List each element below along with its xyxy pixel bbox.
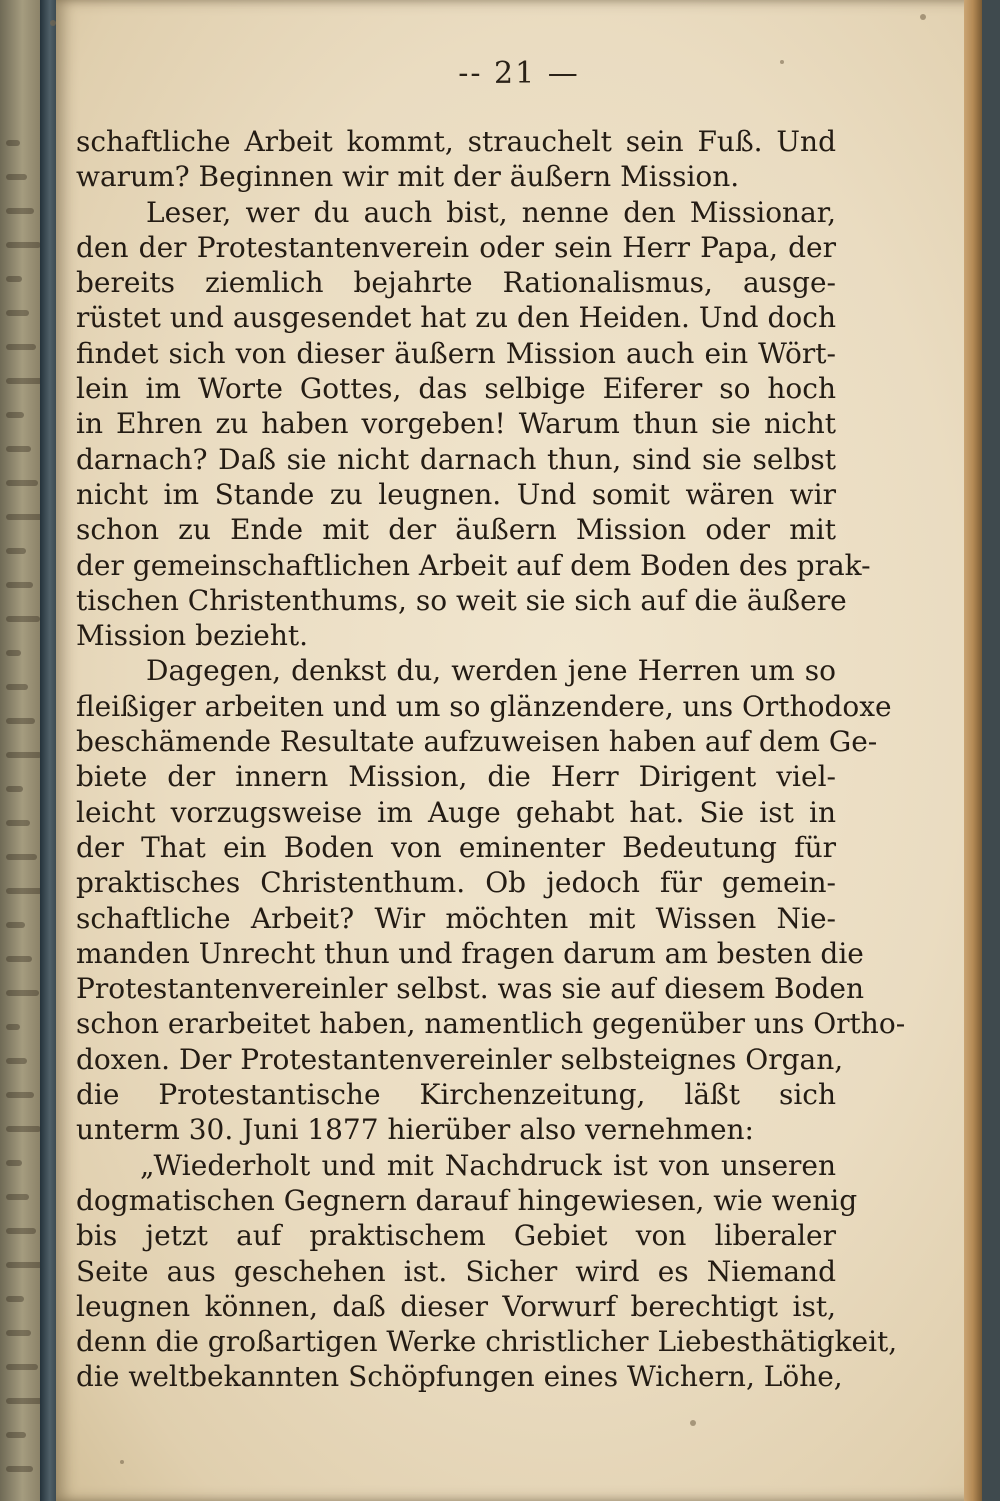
- bleed-through-mark: [6, 548, 26, 554]
- bleed-through-mark: [6, 752, 42, 758]
- text-line: die weltbekannten Schöpfungen eines Wichern, Löhe,: [76, 1360, 843, 1394]
- bleed-through-mark: [6, 990, 39, 996]
- bleed-through-mark: [6, 820, 30, 826]
- text-line: bis jetzt auf praktischem Gebiet von liberaler: [76, 1219, 836, 1253]
- bleed-through-mark: [6, 684, 28, 690]
- paper-speck: [920, 14, 926, 20]
- text-line: schaftliche Arbeit kommt, strauchelt sein Fuß. Und: [76, 125, 836, 158]
- paper-speck: [780, 60, 784, 64]
- bleed-through-mark: [6, 310, 29, 316]
- bleed-through-mark: [6, 1092, 34, 1098]
- bleed-through-mark: [6, 446, 31, 452]
- paper-speck: [50, 20, 56, 26]
- text-line: schon erarbeitet haben, namentlich gegenüber uns Ortho-: [76, 1007, 906, 1041]
- text-line: schon zu Ende mit der äußern Mission oder mit: [76, 513, 836, 547]
- text-line: nicht im Stande zu leugnen. Und somit wären wir: [76, 477, 836, 511]
- text-line: in Ehren zu haben vorgeben! Warum thun sie nicht: [76, 407, 836, 441]
- text-line: bereits ziemlich bejahrte Rationalismus, ausge-: [76, 266, 836, 300]
- text-line: biete der innern Mission, die Herr Dirigent viel-: [76, 760, 836, 794]
- text-line: manden Unrecht thun und fragen darum am besten die: [76, 936, 864, 970]
- bleed-through-mark: [6, 174, 27, 180]
- text-line: warum? Beginnen wir mit der äußern Mission.: [76, 160, 740, 194]
- text-line: der That ein Boden von eminenter Bedeutung für: [76, 830, 836, 864]
- text-line: Protestantenvereinler selbst. was sie auf diesem Boden: [76, 972, 865, 1006]
- text-line: lein im Worte Gottes, das selbige Eiferer so hoch: [76, 372, 836, 406]
- text-line: der gemeinschaftlichen Arbeit auf dem Boden des prak-: [76, 548, 871, 582]
- text-line: Seite aus geschehen ist. Sicher wird es Niemand: [76, 1254, 836, 1288]
- bleed-through-mark: [6, 1262, 43, 1268]
- text-line: den der Protestantenverein oder sein Herr Papa, der: [76, 230, 836, 264]
- bleed-through-mark: [6, 616, 40, 622]
- paper-speck: [120, 1460, 124, 1464]
- text-line: „Wiederholt und mit Nachdruck ist von unseren: [140, 1148, 836, 1182]
- text-line: Dagegen, denkst du, werden jene Herren um so: [146, 654, 836, 688]
- bleed-through-mark: [6, 650, 21, 656]
- bleed-through-mark: [6, 208, 34, 214]
- bleed-through-mark: [6, 140, 20, 146]
- text-line: rüstet und ausgesendet hat zu den Heiden. Und doch: [76, 301, 836, 335]
- text-line: beschämende Resultate aufzuweisen haben auf dem Ge-: [76, 725, 878, 759]
- text-line: doxen. Der Protestantenvereinler selbsteignes Organ,: [76, 1042, 844, 1076]
- page-edge: [964, 0, 982, 1501]
- text-line: darnach? Daß sie nicht darnach thun, sind sie selbst: [76, 442, 836, 476]
- text-line: praktisches Christenthum. Ob jedoch für gemein-: [76, 866, 836, 900]
- bleed-through-mark: [6, 1466, 33, 1472]
- paper-speck: [690, 1420, 696, 1426]
- text-line: leicht vorzugsweise im Auge gehabt hat. Sie ist in: [76, 795, 836, 829]
- bleed-through-mark: [6, 1194, 29, 1200]
- bleed-through-mark: [6, 1228, 36, 1234]
- text-line: unterm 30. Juni 1877 hierüber also vernehmen:: [76, 1113, 754, 1147]
- body-text: [76, 124, 906, 1395]
- text-line: Mission bezieht.: [76, 619, 309, 653]
- bleed-through-mark: [6, 718, 35, 724]
- text-line: fleißiger arbeiten und um so glänzendere, uns Orthodoxe: [76, 689, 892, 723]
- bleed-through-mark: [6, 888, 44, 894]
- bleed-through-mark: [6, 1058, 27, 1064]
- text-line: Leser, wer du auch bist, nenne den Missionar,: [146, 195, 836, 229]
- bleed-through-mark: [6, 1330, 31, 1336]
- bleed-through-mark: [6, 956, 32, 962]
- bleed-through-mark: [6, 1432, 26, 1438]
- bleed-through-mark: [6, 344, 36, 350]
- bleed-through-mark: [6, 582, 33, 588]
- book-page: [56, 0, 982, 1501]
- bleed-through-mark: [6, 854, 37, 860]
- text-line: leugnen können, daß dieser Vorwurf berechtigt ist,: [76, 1289, 836, 1323]
- bleed-through-mark: [6, 1160, 22, 1166]
- bleed-through-mark: [6, 1296, 24, 1302]
- bleed-through-mark: [6, 480, 38, 486]
- text-line: findet sich von dieser äußern Mission auch ein Wört-: [76, 336, 836, 370]
- bleed-through-mark: [6, 378, 43, 384]
- bleed-through-mark: [6, 412, 24, 418]
- bleed-through-mark: [6, 276, 22, 282]
- text-line: dogmatischen Gegnern darauf hingewiesen, wie wenig: [76, 1183, 858, 1217]
- bleed-through-mark: [6, 242, 41, 248]
- bleed-through-mark: [6, 786, 23, 792]
- bleed-through-mark: [6, 1126, 41, 1132]
- text-line: denn die großartigen Werke christlicher Liebesthätigkeit,: [76, 1325, 898, 1359]
- page-number: -- 21 —: [458, 56, 580, 91]
- bleed-through-mark: [6, 922, 25, 928]
- text-line: tischen Christenthums, so weit sie sich auf die äußere: [76, 583, 847, 617]
- text-line: schaftliche Arbeit? Wir möchten mit Wissen Nie-: [76, 901, 836, 935]
- text-line: die Protestantische Kirchenzeitung, läßt sich: [76, 1078, 836, 1112]
- bleed-through-mark: [6, 1364, 38, 1370]
- bleed-through-mark: [6, 1024, 20, 1030]
